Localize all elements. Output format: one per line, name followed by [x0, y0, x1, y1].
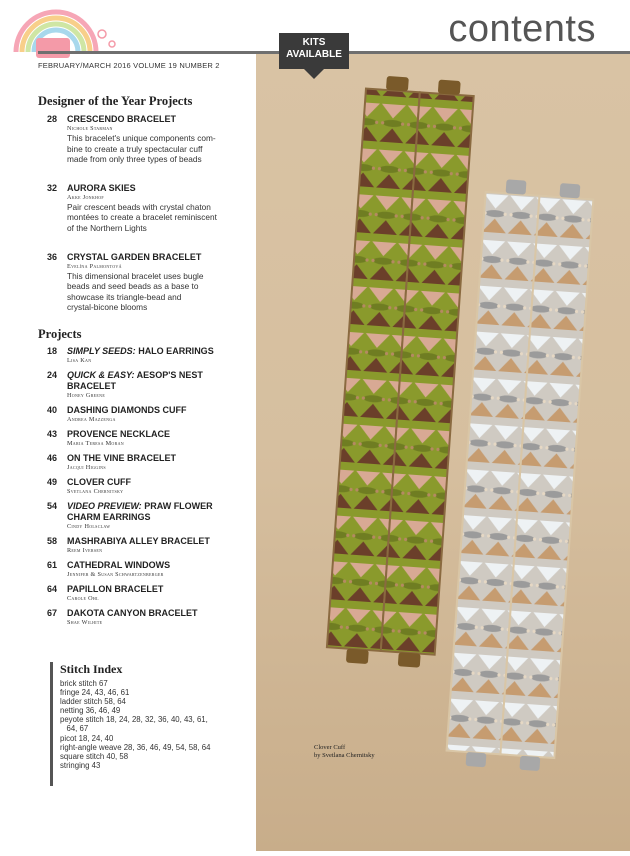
stitch-index	[50, 662, 250, 770]
entry-title	[67, 608, 246, 619]
toc-entry[interactable]	[38, 370, 246, 400]
entry-title: CRESCENDO BRACELET	[67, 114, 177, 124]
toc-entry[interactable]	[38, 560, 246, 579]
entry-author: Evelína Palmontová	[67, 262, 122, 270]
entry-title-text: CLOVER CUFF	[67, 476, 131, 487]
kits-available-badge	[279, 33, 349, 69]
stitch-index-heading: Stitch Index	[60, 662, 123, 676]
issue-line: FEBRUARY/MARCH 2016 VOLUME 19 NUMBER 2	[38, 61, 220, 70]
entry-description	[67, 202, 246, 234]
page-number: 43	[47, 428, 58, 439]
contents-column	[38, 94, 246, 632]
desc-line: bine to create a truly spectacular cuff	[67, 143, 203, 154]
entry-title	[67, 429, 246, 440]
page-number: 18	[47, 345, 58, 356]
entry-author: Reem Iversen	[67, 546, 103, 554]
entry-prefix: SIMPLY SEEDS:	[67, 345, 136, 356]
page-number: 36	[47, 251, 58, 262]
entry-author: Maria Teresa Moran	[67, 439, 124, 447]
entry-author: Andrea Mazzenga	[67, 415, 116, 423]
page-number: 40	[47, 404, 58, 415]
entry-title-text: MASHRABIYA ALLEY BRACELET	[67, 535, 210, 546]
entry-title-text: ON THE VINE BRACELET	[67, 452, 177, 463]
caption-title: Clover Cuff	[314, 744, 346, 751]
entry-title-text: PRAW FLOWER CHARM EARRINGS	[67, 500, 213, 522]
entry-author: Shae Wilhite	[67, 618, 103, 626]
kits-badge-pointer	[304, 69, 324, 79]
stitch-index-line: peyote stitch 18, 24, 28, 32, 36, 40, 43, 61,	[60, 715, 208, 725]
entry-title: AURORA SKIES	[67, 182, 136, 193]
toc-entry[interactable]	[38, 501, 246, 531]
toc-entry[interactable]	[38, 453, 246, 472]
page-number: 64	[47, 583, 58, 594]
kits-badge-line-2: AVAILABLE	[286, 49, 342, 60]
entry-author: Jennifer & Susan Schwartzenberger	[67, 570, 164, 578]
stitch-index-line: ladder stitch 58, 64	[60, 697, 126, 707]
entry-title: CRYSTAL GARDEN BRACELET	[67, 251, 202, 262]
bracelets-illustration	[256, 54, 630, 851]
page-number: 24	[47, 369, 58, 380]
page-number: 49	[47, 476, 58, 487]
site-logo	[6, 4, 126, 64]
entry-author: Jacqui Higgins	[67, 463, 106, 471]
page-title: contents	[448, 8, 596, 50]
toc-entry[interactable]	[38, 608, 246, 627]
entry-prefix: VIDEO PREVIEW:	[67, 500, 142, 511]
toc-entry[interactable]	[38, 114, 246, 165]
entry-author: Svetlana Chernitsky	[67, 487, 124, 495]
page-number: 28	[47, 114, 58, 124]
page-number: 32	[47, 182, 58, 193]
page-number: 58	[47, 535, 58, 546]
entry-title	[67, 370, 246, 392]
entry-author: Nichole Starman	[67, 125, 113, 132]
stitch-index-line: fringe 24, 43, 46, 61	[60, 688, 130, 698]
bracelets-photo	[256, 54, 630, 851]
toc-entry[interactable]	[38, 584, 246, 603]
entry-title	[67, 346, 246, 357]
stitch-index-list	[60, 679, 250, 770]
desc-line: Pair crescent beads with crystal chaton	[67, 201, 211, 212]
stitch-index-line: picot 18, 24, 40	[60, 733, 114, 743]
entry-title	[67, 584, 246, 595]
projects-list	[38, 346, 246, 627]
entry-title	[67, 453, 246, 464]
entry-prefix: QUICK & EASY:	[67, 369, 135, 380]
kits-badge-line-1: KITS	[302, 37, 326, 48]
entry-title	[67, 405, 246, 416]
photo-caption	[314, 744, 375, 760]
entry-author: Carole Ohl	[67, 594, 99, 602]
entry-title	[67, 560, 246, 571]
toc-entry[interactable]	[38, 252, 246, 313]
entry-title-text: AESOP'S NEST BRACELET	[67, 369, 203, 391]
stitch-index-line: brick stitch 67	[60, 679, 108, 688]
toc-entry[interactable]	[38, 477, 246, 496]
stitch-index-line: stringing 43	[60, 760, 101, 770]
stitch-index-line: 64, 67	[60, 724, 89, 734]
entry-title	[67, 501, 246, 523]
entry-title	[67, 536, 246, 547]
desc-line: of the Northern Lights	[67, 222, 147, 233]
page-number: 61	[47, 559, 58, 570]
desc-line: This dimensional bracelet uses bugle	[67, 270, 204, 281]
designer-heading: Designer of the Year Projects	[38, 94, 193, 108]
caption-credit: by Svetlana Chernitsky	[314, 752, 375, 759]
page-number: 54	[47, 500, 58, 511]
desc-line: beads and seed beads as a base to	[67, 281, 199, 292]
entry-title-text: PAPILLON BRACELET	[67, 583, 164, 594]
desc-line: showcase its triangle-bead and	[67, 291, 182, 302]
entry-title-text: CATHEDRAL WINDOWS	[67, 559, 171, 570]
entry-author: Lisa Kan	[67, 356, 92, 364]
stitch-index-line: square stitch 40, 58	[60, 751, 129, 761]
desc-line: This bracelet's unique components com-	[67, 133, 216, 143]
entry-title-text: PROVENCE NECKLACE	[67, 428, 171, 439]
toc-entry[interactable]	[38, 183, 246, 234]
toc-entry[interactable]	[38, 536, 246, 555]
entry-title-text: HALO EARRINGS	[135, 345, 214, 356]
desc-line: made from only three types of beads	[67, 154, 202, 165]
entry-description	[67, 271, 246, 313]
entry-author: Akke Jonkhof	[67, 193, 104, 201]
page-number: 67	[47, 607, 58, 618]
page-number: 46	[47, 452, 58, 463]
toc-entry[interactable]	[38, 429, 246, 448]
desc-line: crystal-bicone blooms	[67, 302, 148, 313]
projects-heading: Projects	[38, 326, 82, 341]
toc-entry[interactable]	[38, 346, 246, 365]
entry-title-text: DASHING DIAMONDS CUFF	[67, 404, 187, 415]
toc-entry[interactable]	[38, 405, 246, 424]
stitch-index-line: netting 36, 46, 49	[60, 706, 121, 716]
desc-line: montées to create a bracelet reminiscent	[67, 212, 217, 223]
entry-title-text: DAKOTA CANYON BRACELET	[67, 607, 198, 618]
entry-description	[67, 133, 246, 165]
entry-title	[67, 477, 246, 488]
entry-author: Honey Greene	[67, 391, 106, 399]
stitch-index-line: right-angle weave 28, 36, 46, 49, 54, 58, 64	[60, 742, 211, 752]
entry-author: Cindy Holsclaw	[67, 522, 111, 530]
